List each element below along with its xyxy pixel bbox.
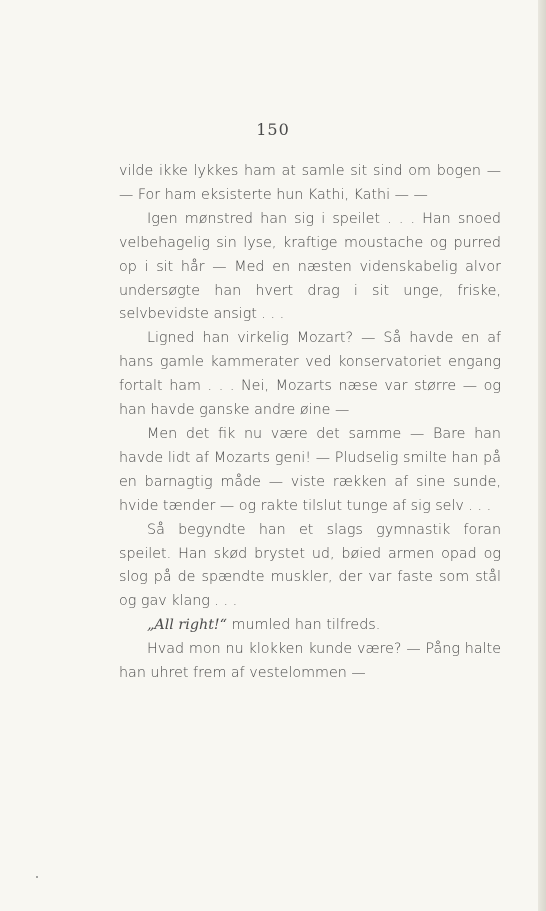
paragraph-5: Så begyndte han et slags gymnastik foran speilet. Han skød brystet ud, bøied armen opad og slog på de spændte muskler, der var faste som stål og gav klang . . . bbox=[119, 521, 501, 610]
paragraph-2: Igen mønstred han sig i speilet . . . Han snoed velbehagelig sin lyse, kraftige moustache og purred op i sit hår — Med en næsten videnskabelig alvor undersøgte han hvert drag i sit unge, friske, selvbevidste ansigt . . . bbox=[119, 210, 501, 323]
paragraph-4: Men det fik nu være det samme — Bare han havde lidt af Mozarts geni! — Pludselig smilte han på en barnagtig måde — viste rækken af sine sunde, hvide tænder — og rakte tilslut tunge af sig selv . . . bbox=[119, 425, 501, 514]
paper-speck bbox=[36, 876, 38, 878]
paragraph-6 bbox=[119, 614, 501, 638]
body-text bbox=[119, 160, 501, 686]
page-number: 150 bbox=[256, 120, 290, 139]
italic-exclamation: „All right!“ bbox=[147, 617, 227, 634]
paragraph-6-text: mumled han tilfreds. bbox=[227, 617, 381, 634]
paragraph-1: vilde ikke lykkes ham at samle sit sind om bogen — — For ham eksisterte hun Kathi, Kathi — — bbox=[119, 163, 501, 203]
paragraph-3: Ligned han virkelig Mozart? — Så havde en af hans gamle kammerater ved konservatoriet engang fortalt ham . . . Nei, Mozarts næse var større — og han havde ganske andre øine — bbox=[119, 330, 501, 419]
paragraph-7: Hvad mon nu klokken kunde være? — Pång halte han uhret frem af vestelommen — bbox=[119, 641, 501, 682]
